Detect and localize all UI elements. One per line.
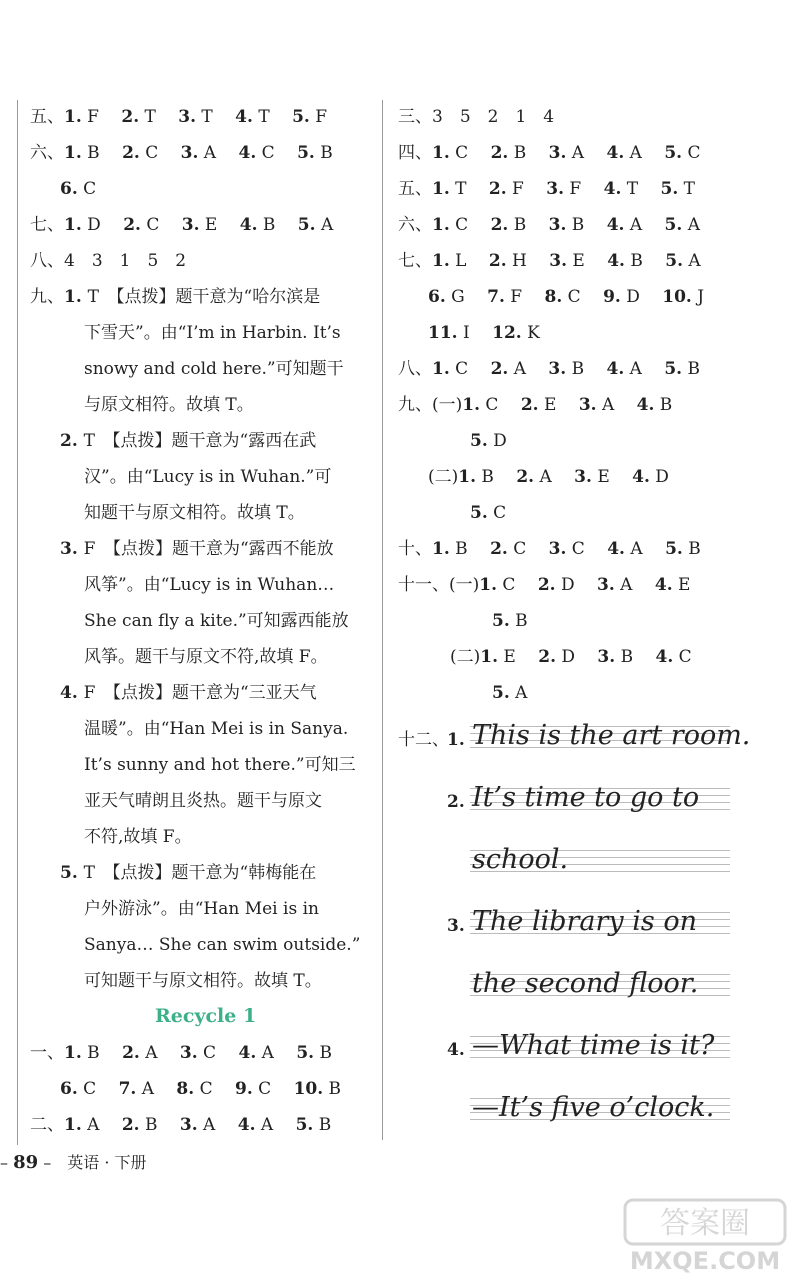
answer-line [398, 250, 701, 272]
answer-number: 3. [180, 143, 199, 163]
question-group-label: 十、 [398, 539, 432, 559]
answer-line [30, 142, 333, 164]
answer-value: T [621, 179, 661, 199]
answer-value: C [256, 143, 298, 163]
answer-number: 3. [447, 916, 465, 936]
answer-value: B [449, 539, 491, 559]
answer-number: 5. [470, 431, 488, 451]
answer-value: B [508, 215, 549, 235]
answer-number: 2. [123, 215, 141, 235]
question-group-label: 五、 [30, 107, 64, 127]
answer-value: A [256, 1043, 297, 1063]
answer-number: 4. [60, 683, 84, 703]
answer-value: F [564, 179, 604, 199]
answer-value: C [682, 143, 701, 163]
explanation-text: T 【点拨】题干意为“韩梅能在 [83, 863, 317, 883]
answer-number: 12. [492, 323, 522, 343]
answer-line [398, 214, 700, 236]
explanation-line [60, 682, 317, 704]
explanation-text: She can fly a kite.”可知露西能放 [84, 611, 349, 631]
answer-line [398, 574, 690, 596]
answer-number: 4. [239, 215, 258, 235]
answer-value: B [139, 1115, 180, 1135]
answer-number: 5. [492, 683, 510, 703]
answer-value: B [566, 359, 607, 379]
explanation-line [84, 574, 334, 596]
answer-value: A [624, 539, 666, 559]
answer-value: A [136, 1079, 177, 1099]
question-group-label: 九、 [30, 287, 64, 307]
answer-value: C [507, 539, 549, 559]
answer-number: 4. [655, 647, 674, 667]
answer-number: 5. [664, 359, 683, 379]
handwritten-sentence: This is the art room. [472, 720, 751, 751]
answer-number: 3. [60, 539, 84, 559]
answer-number: 8. [176, 1079, 195, 1099]
answer-number: 2. [490, 143, 509, 163]
answer-number: 3. [548, 215, 567, 235]
answer-value: C [77, 1079, 119, 1099]
question-group-label: 六、 [398, 215, 432, 235]
answer-line [30, 106, 327, 128]
answer-value: A [509, 683, 528, 703]
answer-number: 1. [432, 215, 450, 235]
answer-value: C [449, 359, 491, 379]
explanation-line [84, 754, 356, 776]
handwritten-sentence: —What time is it? [472, 1030, 715, 1061]
answer-line [470, 430, 507, 452]
question-group-label: 十二、 [398, 730, 449, 750]
answer-line [398, 142, 701, 164]
answer-line [60, 178, 96, 200]
answer-number: 4. [603, 179, 622, 199]
answer-number: 6. [60, 179, 78, 199]
answer-number: 1. [64, 1043, 82, 1063]
answer-value: C [566, 539, 608, 559]
answer-number: 3. [179, 1043, 198, 1063]
answer-value: B [81, 143, 123, 163]
explanation-text: 温暖”。由“Han Mei is in Sanya. [84, 719, 349, 739]
explanation-text: 汉”。由“Lucy is in Wuhan.”可 [84, 467, 332, 487]
answer-number: 3. [179, 1115, 198, 1135]
answer-number: 1. [432, 179, 450, 199]
answer-value: A [614, 575, 655, 595]
answer-number: 5. [492, 611, 510, 631]
answer-number: 4. [636, 395, 655, 415]
answer-number: 7. [487, 287, 505, 307]
recycle-title: Recycle 1 [155, 1005, 257, 1027]
answer-value: E [672, 575, 691, 595]
answer-value: E [538, 395, 579, 415]
recycle-answer-line [30, 1042, 332, 1064]
question-group-label: (二) [428, 467, 459, 487]
explanation-line [84, 970, 322, 992]
answer-line [398, 394, 672, 416]
explanation-line [60, 862, 316, 884]
explanation-line [84, 466, 331, 488]
explanation-text: T 【点拨】题干意为“露西在武 [83, 431, 317, 451]
question-group-label: 六、 [30, 143, 64, 163]
page-footer: – 89 – 英语 · 下册 [0, 1152, 147, 1173]
answer-value: C [194, 1079, 235, 1099]
answer-value: B [313, 1115, 332, 1135]
answer-value: B [566, 215, 607, 235]
answer-line [30, 214, 333, 236]
answer-number: 2. [122, 1043, 140, 1063]
answer-number: 2. [520, 395, 539, 415]
explanation-line [84, 394, 254, 416]
answer-line [450, 646, 692, 668]
answer-value: E [199, 215, 240, 235]
answer-value: J [691, 287, 705, 307]
answer-value: C [480, 395, 521, 415]
answer-number: 9. [603, 287, 621, 307]
answer-number: 5. [665, 539, 683, 559]
answer-number: 2. [121, 107, 140, 127]
answer-line [470, 502, 506, 524]
question-group-label: 九、(一) [398, 395, 463, 415]
answer-number: 2. [538, 647, 556, 667]
answer-value: C [139, 143, 181, 163]
answer-number: 3. [578, 395, 597, 415]
answer-number: 5. [297, 143, 315, 163]
answer-number: 5. [470, 503, 488, 523]
answer-value: T [139, 107, 179, 127]
question-group-label: 五、 [398, 179, 432, 199]
question-group-label: 一、 [30, 1043, 64, 1063]
answer-value: C [497, 575, 538, 595]
answer-value: C [197, 1043, 239, 1063]
explanation-line [84, 826, 192, 848]
answer-line [398, 538, 701, 560]
answer-number: 3. [597, 575, 615, 595]
answer-number: 1. [458, 467, 477, 487]
explanation-text: 户外游泳”。由“Han Mei is in [84, 899, 319, 919]
answer-value: B [81, 1043, 123, 1063]
question-group-label: 七、 [30, 215, 64, 235]
answer-value: A [198, 143, 239, 163]
middle-column-rule [382, 100, 383, 1140]
explanation-line [84, 610, 349, 632]
answer-value: D [620, 287, 663, 307]
answer-value: D [555, 575, 598, 595]
answer-value: B [682, 539, 701, 559]
answer-value: C [77, 179, 97, 199]
answer-value: B [654, 395, 673, 415]
explanation-text: 亚天气晴朗且炎热。题干与原文 [84, 791, 322, 811]
answer-number: 5. [664, 143, 683, 163]
answer-number: 4. [632, 467, 650, 487]
answer-value: T [196, 107, 236, 127]
explanation-text: F 【点拨】题干意为“三亚天气 [83, 683, 317, 703]
answer-value: C [252, 1079, 294, 1099]
explanation-text: snowy and cold here.”可知题干 [84, 359, 344, 379]
answer-number: 6. [60, 1079, 78, 1099]
answer-value: C [487, 503, 507, 523]
answer-line [492, 682, 527, 704]
answer-sequence: 4 3 1 5 2 [64, 251, 187, 271]
answer-number: 2. [121, 1115, 140, 1135]
answer-number: 4. [237, 1115, 256, 1135]
answer-value: F [504, 287, 545, 307]
answer-value: A [81, 1115, 122, 1135]
answer-value: B [323, 1079, 342, 1099]
answer-number: 1. [432, 251, 450, 271]
answer-value: T [678, 179, 696, 199]
answer-value: E [498, 647, 539, 667]
answer-number: 4. [606, 143, 625, 163]
answer-value: A [624, 215, 665, 235]
answer-line [428, 466, 669, 488]
answer-value: B [314, 1043, 332, 1063]
answer-sequence: 3 5 2 1 4 [432, 107, 555, 127]
explanation-line [84, 646, 328, 668]
question-group-label: 十一、(一) [398, 575, 480, 595]
explanation-text: It’s sunny and hot there.”可知三 [84, 755, 356, 775]
explanation-line [30, 286, 320, 308]
answer-value: A [139, 1043, 180, 1063]
answer-value: D [81, 215, 124, 235]
handwritten-sentence: The library is on [472, 906, 697, 937]
answer-number: 2. [122, 143, 140, 163]
explanation-line [84, 322, 341, 344]
answer-value: D [555, 647, 598, 667]
answer-number: 5. [60, 863, 84, 883]
answer-number: 4. [654, 575, 673, 595]
answer-number: 3. [549, 251, 567, 271]
answer-number: 1. [480, 647, 499, 667]
answer-value: C [140, 215, 182, 235]
answer-number: 1. [432, 359, 450, 379]
explanation-text: 知题干与原文相符。故填 T。 [84, 503, 305, 523]
explanation-text: F 【点拨】题干意为“露西不能放 [83, 539, 334, 559]
explanation-text: 风筝。题干与原文不符,故填 F。 [84, 647, 328, 667]
answer-value: A [683, 251, 701, 271]
handwritten-sentence: It’s time to go to [472, 782, 700, 813]
answer-value: A [315, 215, 334, 235]
answer-value: K [521, 323, 540, 343]
explanation-text: 风筝”。由“Lucy is in Wuhan… [84, 575, 335, 595]
question-group-label: 二、 [30, 1115, 64, 1135]
answer-number: 5. [295, 1115, 314, 1135]
answer-number: 1. [462, 395, 481, 415]
answer-value: D [487, 431, 507, 451]
answer-number: 1. [432, 539, 450, 559]
answer-value: T [252, 107, 293, 127]
answer-number: 2. [516, 467, 535, 487]
answer-line [428, 286, 704, 308]
explanation-text: 与原文相符。故填 T。 [84, 395, 254, 415]
answer-value: H [506, 251, 550, 271]
answer-number: 3. [548, 539, 567, 559]
answer-value: C [449, 215, 491, 235]
answer-value: F [506, 179, 547, 199]
answer-line [398, 358, 700, 380]
answer-number: 10. [662, 287, 692, 307]
answer-line [428, 322, 540, 344]
answer-number: 5. [665, 251, 684, 271]
svg-text:答案圈: 答案圈 [660, 1206, 750, 1241]
answer-number: 5. [664, 215, 683, 235]
answer-value: G [445, 287, 488, 307]
answer-number: 7. [118, 1079, 137, 1099]
answer-value: C [449, 143, 491, 163]
explanation-line [84, 934, 360, 956]
subject-label: 英语 · 下册 [67, 1153, 147, 1172]
answer-value: T [449, 179, 489, 199]
answer-value: A [624, 143, 665, 163]
handwritten-sentence: —It’s five o’clock. [472, 1092, 715, 1123]
answer-value: A [534, 467, 575, 487]
question-group-label: 三、 [398, 107, 432, 127]
answer-number: 3. [181, 215, 200, 235]
answer-line [398, 106, 554, 128]
answer-number: 3. [548, 143, 567, 163]
answer-line [398, 178, 695, 200]
explanation-text: 可知题干与原文相符。故填 T。 [84, 971, 322, 991]
answer-number: 6. [428, 287, 446, 307]
handwritten-sentence: the second floor. [472, 968, 699, 999]
explanation-text: Sanya… She can swim outside.” [84, 935, 361, 955]
answer-number: 2. [60, 431, 84, 451]
answer-value: E [567, 251, 608, 271]
answer-number: 4. [235, 107, 253, 127]
explanation-line [60, 430, 316, 452]
explanation-line [84, 502, 305, 524]
explanation-text: 不符,故填 F。 [84, 827, 192, 847]
left-column-rule [17, 100, 18, 1145]
answer-number: 4. [606, 215, 625, 235]
svg-text:MXQE.COM: MXQE.COM [629, 1247, 781, 1275]
answer-value: B [508, 143, 549, 163]
answer-value: A [596, 395, 637, 415]
answer-line [30, 250, 186, 272]
question-group-label: 七、 [398, 251, 432, 271]
answer-number: 4. [238, 1043, 257, 1063]
explanation-text: 下雪天”。由“I’m in Harbin. It’s [84, 323, 341, 343]
answer-value: B [314, 143, 333, 163]
answer-number: 2. [447, 792, 465, 812]
answer-number: 5. [296, 1043, 315, 1063]
answer-value: B [509, 611, 528, 631]
answer-line [492, 610, 528, 632]
answer-value: A [682, 215, 700, 235]
answer-value: F [309, 107, 328, 127]
answer-number: 9. [235, 1079, 253, 1099]
explanation-line [84, 790, 322, 812]
answer-number: 3. [574, 467, 592, 487]
answer-number: 8. [544, 287, 563, 307]
answer-number: 10. [293, 1079, 324, 1099]
recycle-answer-line [30, 1114, 331, 1136]
answer-number: 1. [64, 143, 82, 163]
answer-value: A [197, 1115, 238, 1135]
answer-value: D [649, 467, 669, 487]
question-group-label: (二) [450, 647, 481, 667]
answer-number: 2. [488, 251, 507, 271]
answer-number: 3. [546, 179, 565, 199]
answer-value: A [255, 1115, 296, 1135]
page-number: 89 [13, 1152, 39, 1173]
answer-number: 4. [607, 539, 625, 559]
question-group-label: 四、 [398, 143, 432, 163]
question-group-label: 八、 [30, 251, 64, 271]
answer-value: I [457, 323, 493, 343]
answer-number: 3. [597, 647, 616, 667]
answer-value: A [624, 359, 665, 379]
answer-number: 2. [537, 575, 556, 595]
explanation-text: T 【点拨】题干意为“哈尔滨是 [87, 287, 321, 307]
answer-value: A [508, 359, 549, 379]
answer-number: 1. [447, 730, 465, 750]
answer-value: B [682, 359, 700, 379]
answer-number: 2. [488, 179, 507, 199]
answer-number: 5. [292, 107, 310, 127]
answer-number: 1. [64, 1115, 82, 1135]
answer-value: C [673, 647, 692, 667]
answer-number: 1. [64, 287, 88, 307]
answer-value: L [449, 251, 489, 271]
answer-number: 1. [432, 143, 450, 163]
answer-number: 3. [178, 107, 197, 127]
answer-number: 4. [238, 143, 257, 163]
watermark-logo [620, 1195, 790, 1275]
question-group-label: 八、 [398, 359, 432, 379]
handwritten-sentence: school. [472, 844, 569, 875]
answer-number: 2. [490, 539, 508, 559]
answer-value: F [81, 107, 122, 127]
answer-number: 3. [548, 359, 567, 379]
explanation-line [84, 898, 319, 920]
answer-number: 11. [428, 323, 458, 343]
answer-value: A [566, 143, 607, 163]
explanation-line [60, 538, 334, 560]
explanation-line [84, 718, 348, 740]
answer-number: 1. [64, 215, 82, 235]
answer-value: B [624, 251, 666, 271]
answer-number: 4. [447, 1040, 465, 1060]
answer-number: 1. [479, 575, 498, 595]
answer-number: 1. [64, 107, 82, 127]
recycle-answer-line [60, 1078, 341, 1100]
answer-number: 4. [606, 359, 625, 379]
answer-value: B [257, 215, 298, 235]
explanation-line [84, 358, 344, 380]
answer-number: 2. [490, 215, 509, 235]
answer-number: 5. [297, 215, 316, 235]
answer-value: C [562, 287, 604, 307]
answer-value: E [591, 467, 633, 487]
answer-value: B [476, 467, 517, 487]
answer-number: 4. [607, 251, 625, 271]
answer-value: B [615, 647, 656, 667]
answer-number: 5. [660, 179, 679, 199]
answer-number: 2. [490, 359, 509, 379]
